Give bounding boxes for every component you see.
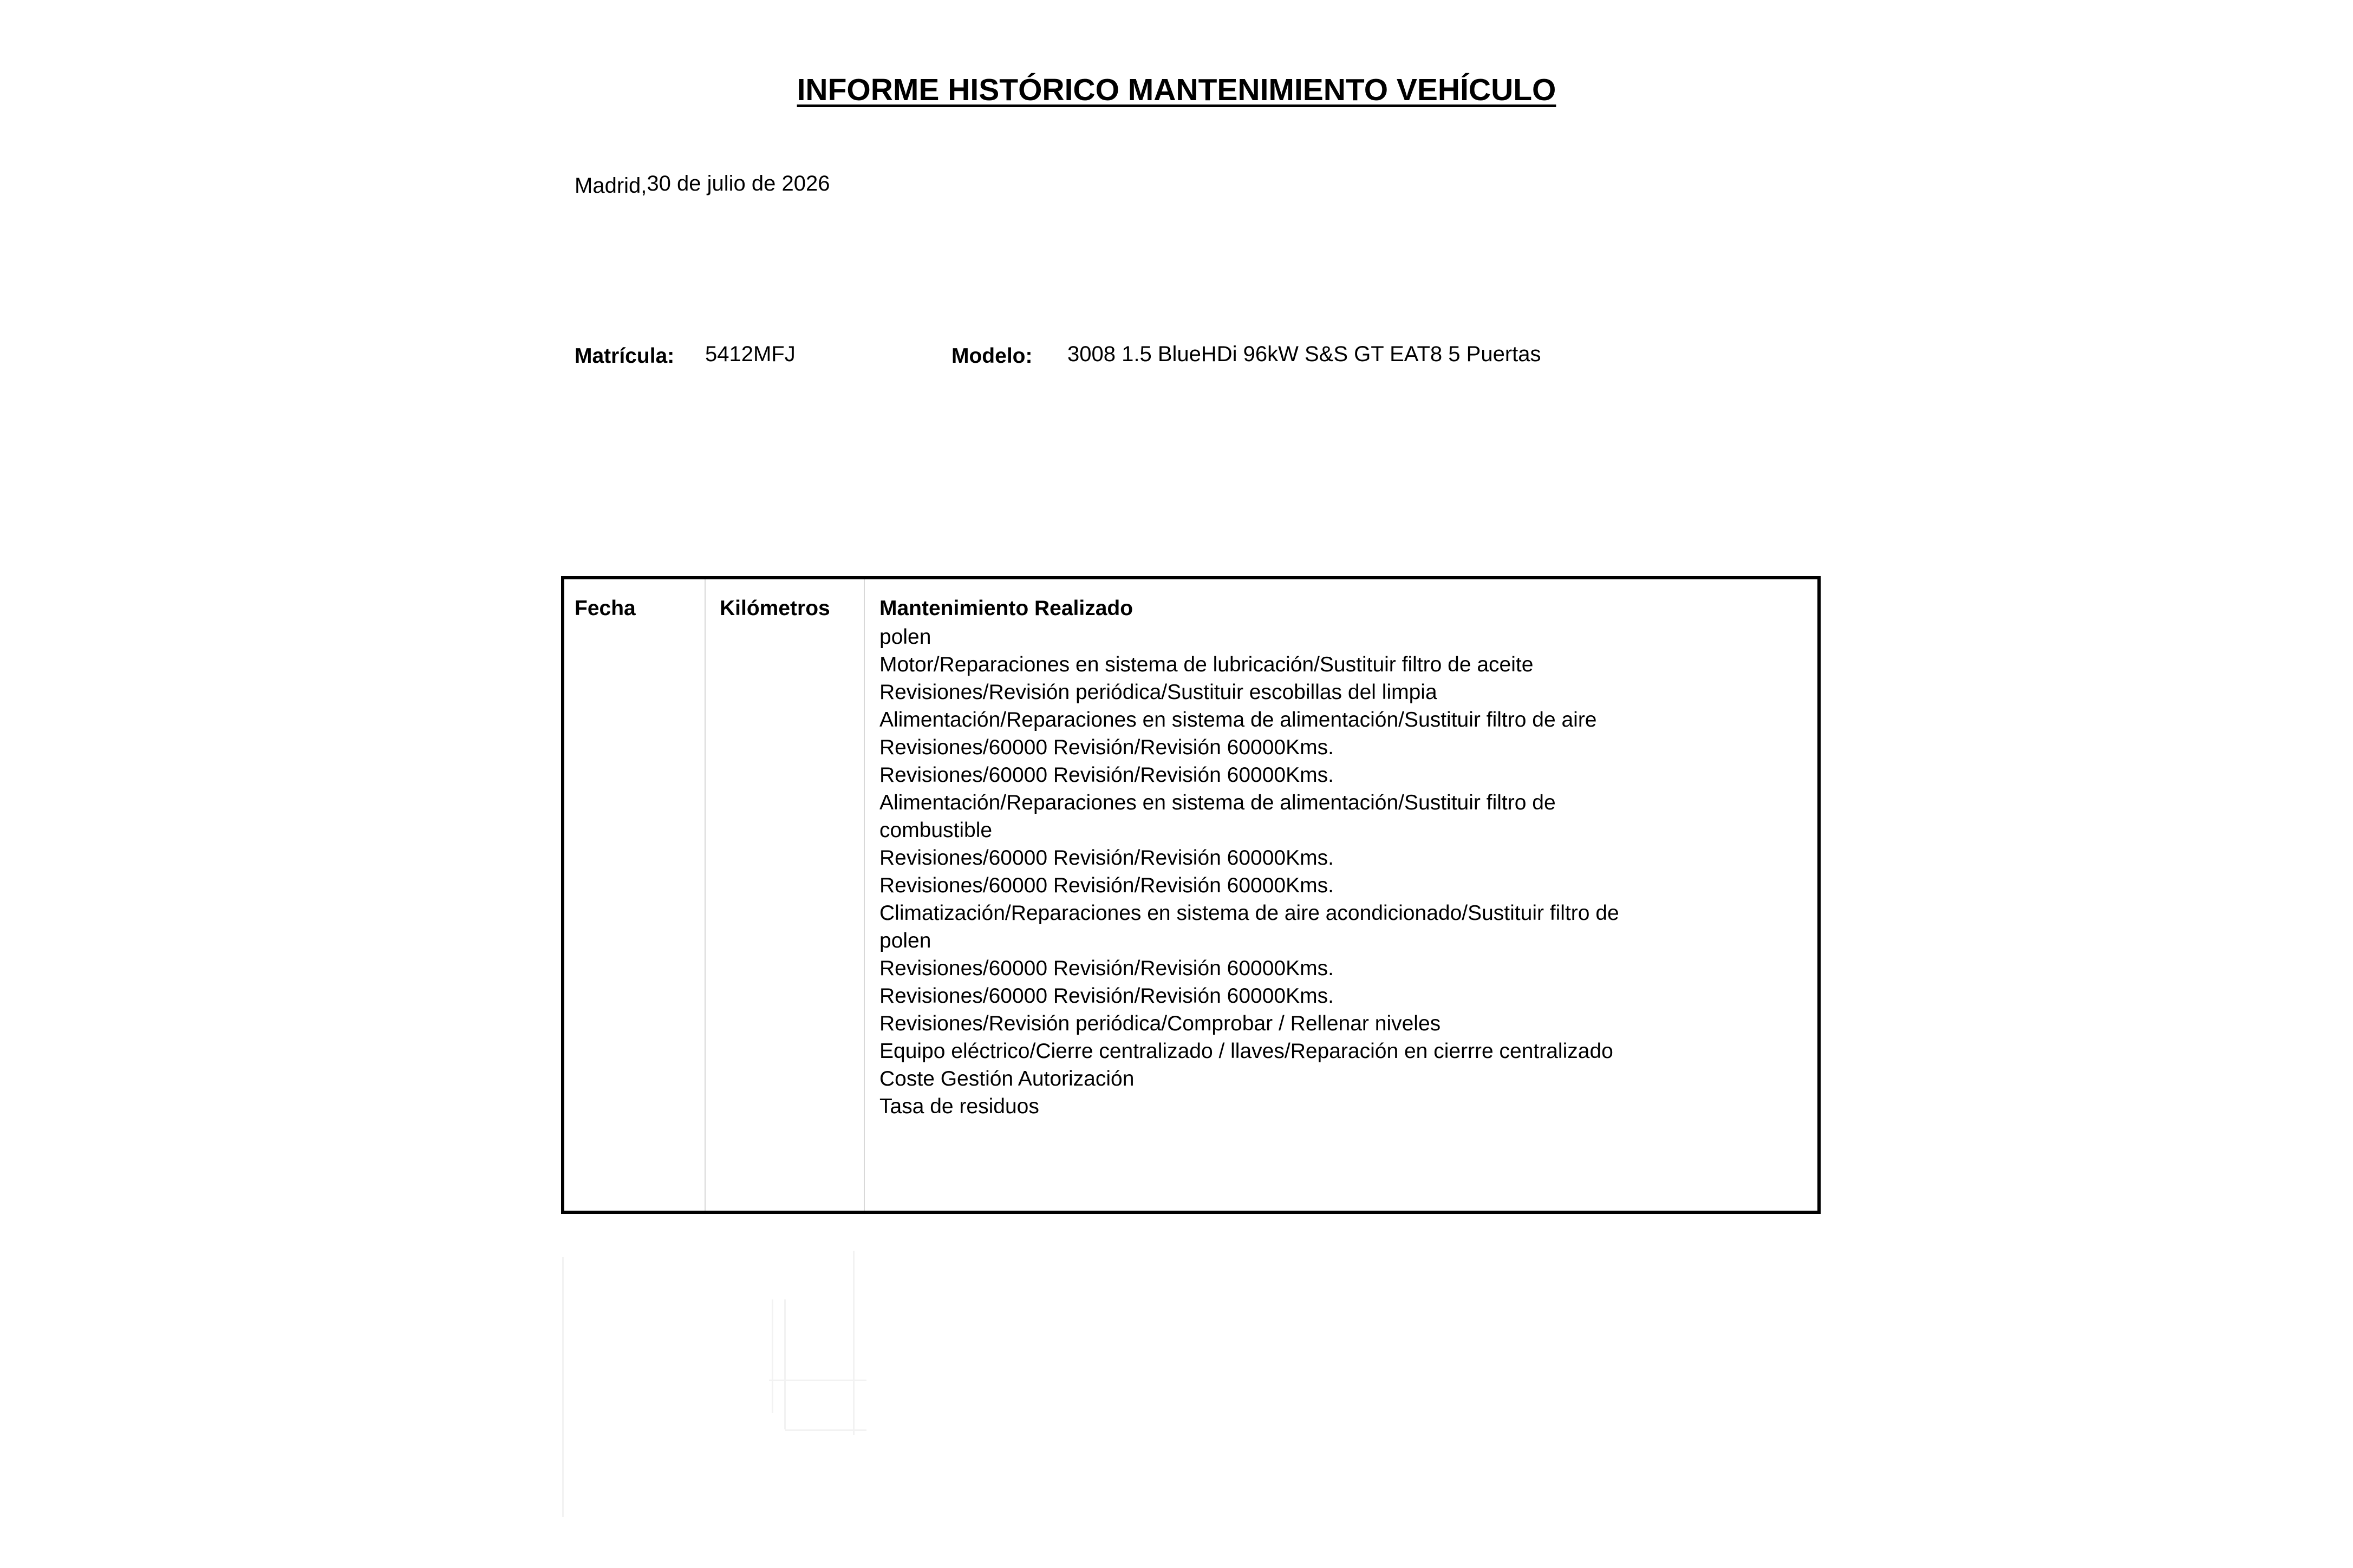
maintenance-line: Revisiones/Revisión periódica/Comprobar / Rellenar niveles	[879, 1012, 1441, 1035]
maintenance-line: Motor/Reparaciones en sistema de lubricación/Sustituir filtro de aceite	[879, 653, 1534, 676]
place-date	[575, 172, 830, 198]
maintenance-line: Revisiones/60000 Revisión/Revisión 60000Kms.	[879, 846, 1334, 870]
maintenance-line: combustible	[879, 819, 993, 842]
plate-label: Matrícula:	[575, 344, 675, 368]
model-value: 3008 1.5 BlueHDi 96kW S&S GT EAT8 5 Puertas	[1067, 342, 1541, 366]
maintenance-line: Revisiones/60000 Revisión/Revisión 60000Kms.	[879, 736, 1334, 759]
maintenance-line: Revisiones/60000 Revisión/Revisión 60000Kms.	[879, 763, 1334, 787]
maintenance-line: Alimentación/Reparaciones en sistema de alimentación/Sustituir filtro de aire	[879, 708, 1597, 731]
maintenance-line: polen	[879, 625, 931, 649]
scan-artifact	[562, 1257, 564, 1517]
report-title: INFORME HISTÓRICO MANTENIMIENTO VEHÍCULO	[797, 73, 1556, 107]
plate-value: 5412MFJ	[705, 342, 796, 366]
column-divider	[864, 579, 865, 1211]
maintenance-line: Climatización/Reparaciones en sistema de aire acondicionado/Sustituir filtro de	[879, 901, 1619, 925]
scan-artifact	[772, 1299, 773, 1413]
report-date: 30 de julio de 2026	[647, 172, 830, 195]
header-kilometers: Kilómetros	[720, 597, 830, 620]
maintenance-line: Revisiones/60000 Revisión/Revisión 60000Kms.	[879, 984, 1334, 1008]
model-label: Modelo:	[951, 344, 1033, 368]
maintenance-line: Coste Gestión Autorización	[879, 1067, 1135, 1090]
maintenance-line: Revisiones/60000 Revisión/Revisión 60000Kms.	[879, 874, 1334, 897]
scan-artifact	[769, 1380, 866, 1381]
column-divider	[705, 579, 706, 1211]
maintenance-line: Equipo eléctrico/Cierre centralizado / llaves/Reparación en cierrre centralizado	[879, 1040, 1613, 1063]
scan-artifact	[785, 1429, 866, 1431]
maintenance-line: Alimentación/Reparaciones en sistema de alimentación/Sustituir filtro de	[879, 791, 1556, 814]
maintenance-line: polen	[879, 929, 931, 952]
header-date: Fecha	[575, 597, 636, 620]
maintenance-line: Revisiones/60000 Revisión/Revisión 60000Kms.	[879, 957, 1334, 980]
scan-artifact	[784, 1299, 786, 1429]
maintenance-table	[561, 576, 1821, 1214]
maintenance-line: Revisiones/Revisión periódica/Sustituir escobillas del limpia	[879, 681, 1437, 704]
header-maintenance: Mantenimiento Realizado	[879, 597, 1133, 620]
report-city: Madrid,	[575, 174, 647, 198]
scan-artifact	[853, 1251, 855, 1435]
maintenance-list	[879, 623, 1619, 1120]
maintenance-line: Tasa de residuos	[879, 1095, 1039, 1118]
